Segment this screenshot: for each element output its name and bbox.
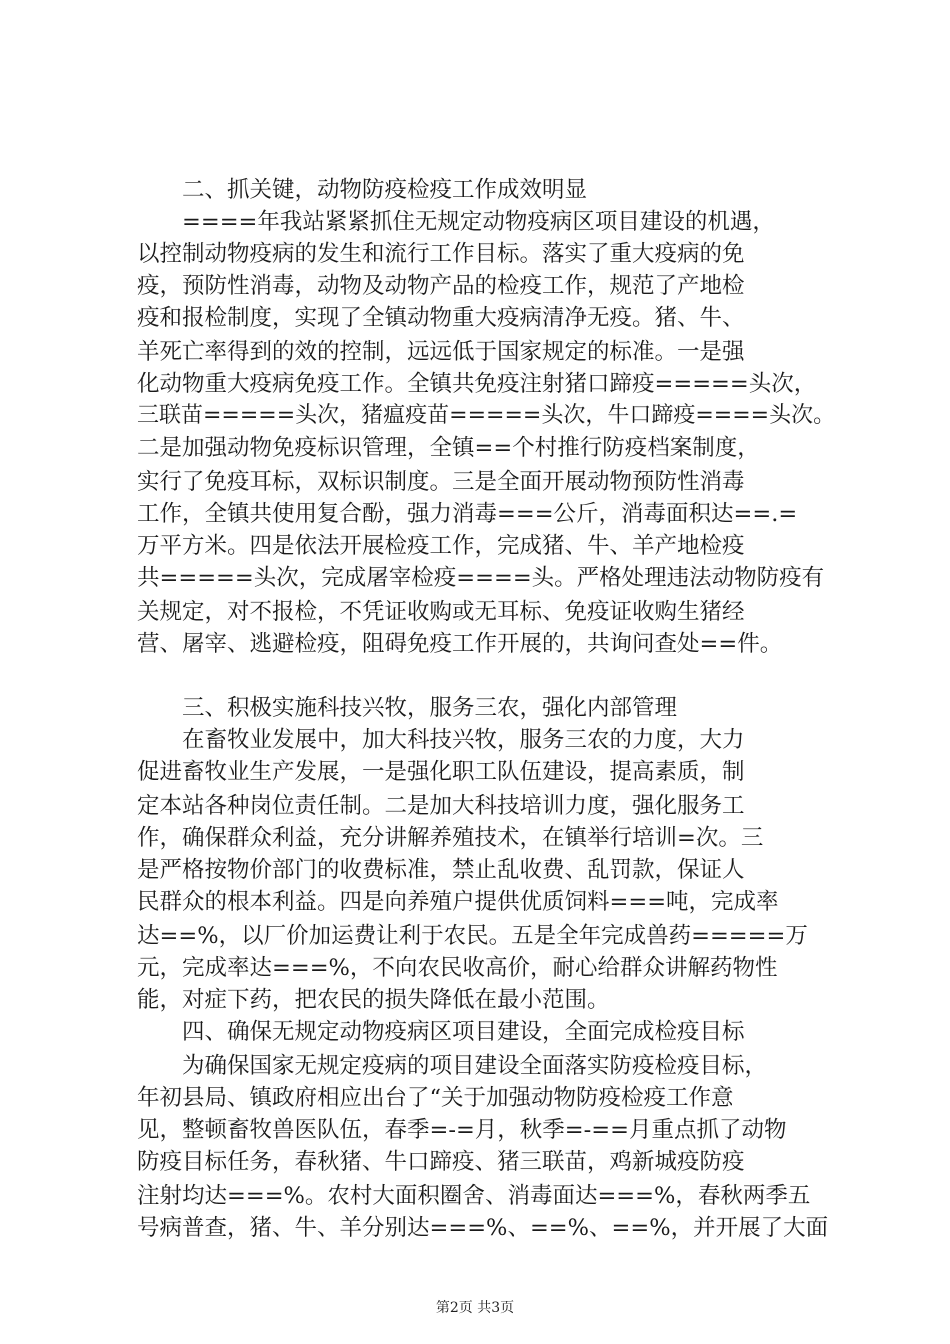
paragraph-line: 三联苗=====头次，猪瘟疫苗=====头次，牛口蹄疫====头次。 [137,403,836,428]
paragraph-line: 营、屠宰、逃避检疫，阻碍免疫工作开展的，共询问查处==件。 [137,631,783,657]
paragraph-line: 防疫目标任务，春秋猪、牛口蹄疫、猪三联苗，鸡新城疫防疫 [137,1149,745,1175]
paragraph-line: 号病普查，猪、牛、羊分别达===%、==%、==%，并开展了大面 [137,1215,829,1241]
section-heading-4: 四、确保无规定动物疫病区项目建设，全面完成检疫目标 [182,1019,745,1045]
paragraph-line: 能，对症下药，把农民的损失降低在最小范围。 [137,987,610,1013]
paragraph-line: 以控制动物疫病的发生和流行工作目标。落实了重大疫病的免 [137,241,745,267]
paragraph-line: 在畜牧业发展中，加大科技兴牧，服务三农的力度，大力 [182,727,745,753]
section-heading-3: 三、积极实施科技兴牧，服务三农，强化内部管理 [182,695,678,721]
paragraph-line: 定本站各种岗位责任制。二是加大科技培训力度，强化服务工 [137,793,745,819]
paragraph-line: 达==%，以厂价加运费让利于农民。五是全年完成兽药=====万 [137,923,808,949]
paragraph-line: 民群众的根本利益。四是向养殖户提供优质饲料===吨，完成率 [137,889,779,915]
paragraph-line: 化动物重大疫病免疫工作。全镇共免疫注射猪口蹄疫=====头次， [137,371,817,397]
paragraph-line: 羊死亡率得到的效的控制，远远低于国家规定的标准。一是强 [137,339,745,365]
paragraph-line: 为确保国家无规定疫病的项目建设全面落实防疫检疫目标， [182,1053,768,1079]
paragraph-line: 年初县局、镇政府相应出台了“关于加强动物防疫检疫工作意 [137,1085,734,1111]
paragraph-line: 元，完成率达===%，不向农民收高价，耐心给群众讲解药物性 [137,955,778,981]
paragraph-line: ====年我站紧紧抓住无规定动物疫病区项目建设的机遇， [182,209,775,235]
paragraph-line: 注射均达===%。农村大面积圈舍、消毒面达===%，春秋两季五 [137,1183,811,1209]
paragraph-line: 工作，全镇共使用复合酚，强力消毒===公斤，消毒面积达==.= [137,501,798,527]
paragraph-line: 是严格按物价部门的收费标准，禁止乱收费、乱罚款，保证人 [137,857,745,883]
paragraph-line: 实行了免疫耳标，双标识制度。三是全面开展动物预防性消毒 [137,469,745,495]
page-footer: 第2页 共3页 [435,1300,515,1316]
paragraph-line: 关规定，对不报检，不凭证收购或无耳标、免疫证收购生猪经 [137,599,745,625]
section-heading-2: 二、抓关键，动物防疫检疫工作成效明显 [182,177,588,203]
paragraph-line: 促进畜牧业生产发展，一是强化职工队伍建设，提高素质，制 [137,759,745,785]
paragraph-line: 共=====头次，完成屠宰检疫====头。严格处理违法动物防疫有 [137,565,825,591]
paragraph-line: 作，确保群众利益，充分讲解养殖技术，在镇举行培训=次。三 [137,825,764,851]
paragraph-line: 疫，预防性消毒，动物及动物产品的检疫工作，规范了产地检 [137,273,745,299]
paragraph-line: 万平方米。四是依法开展检疫工作，完成猪、牛、羊产地检疫 [137,533,745,559]
paragraph-line: 见，整顿畜牧兽医队伍，春季=-=月，秋季=-==月重点抓了动物 [137,1117,787,1143]
paragraph-line: 疫和报检制度，实现了全镇动物重大疫病清净无疫。猪、牛、 [137,305,745,331]
paragraph-line: 二是加强动物免疫标识管理，全镇==个村推行防疫档案制度， [137,435,760,461]
